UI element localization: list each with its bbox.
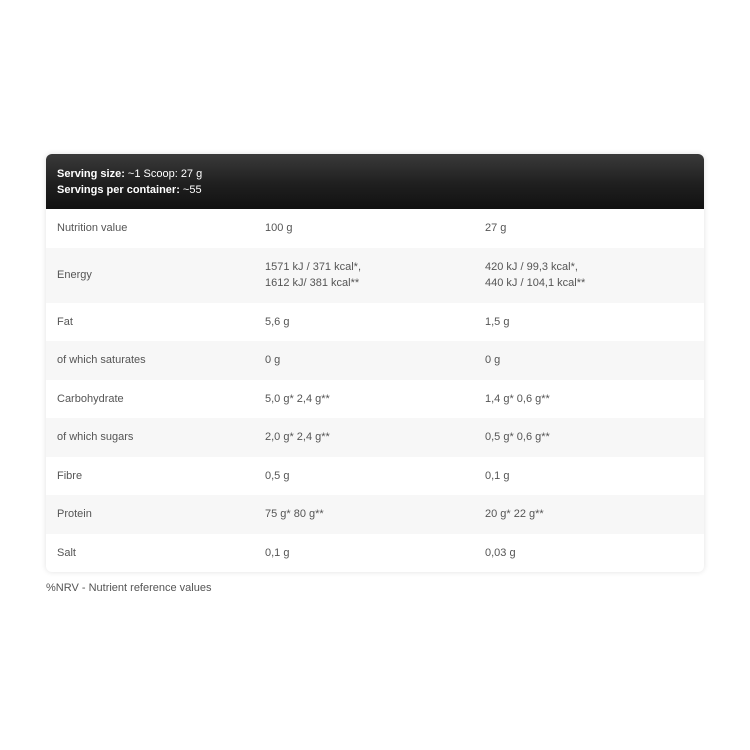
value-line: 1612 kJ/ 381 kcal**	[265, 277, 360, 289]
value-per-serving: 1,4 g* 0,6 g**	[485, 392, 550, 405]
column-header-100g: 100 g	[265, 222, 293, 235]
value-per-100g: 2,0 g* 2,4 g**	[265, 431, 330, 444]
value-per-100g: 0,1 g	[265, 546, 290, 559]
value-per-serving: 0 g	[485, 354, 501, 367]
value-per-serving: 0,5 g* 0,6 g**	[485, 431, 550, 444]
serving-size-label: Serving size:	[57, 168, 125, 180]
value-per-serving: 20 g* 22 g**	[485, 508, 544, 521]
table-row-fibre	[46, 457, 704, 496]
servings-per-container-label: Servings per container:	[57, 184, 180, 196]
servings-per-container-value: ~55	[179, 184, 202, 196]
column-header-nutrition-value: Nutrition value	[57, 222, 128, 235]
nutrition-card	[46, 154, 704, 572]
table-header-row	[46, 209, 704, 248]
row-label: of which sugars	[57, 431, 134, 444]
row-label: Fibre	[57, 469, 83, 482]
column-header-serving: 27 g	[485, 222, 507, 235]
table-row-saturates	[46, 341, 704, 380]
value-line: 440 kJ / 104,1 kcal**	[485, 277, 586, 289]
row-label: Salt	[57, 546, 76, 559]
row-label: of which saturates	[57, 354, 146, 367]
value-per-100g: 5,6 g	[265, 315, 290, 328]
table-row-carbohydrate	[46, 380, 704, 419]
value-per-100g: 0 g	[265, 354, 281, 367]
serving-size-value: ~1 Scoop: 27 g	[124, 168, 203, 180]
row-label: Fat	[57, 315, 73, 328]
value-per-100g: 5,0 g* 2,4 g**	[265, 392, 330, 405]
value-per-100g	[265, 259, 485, 291]
row-label: Carbohydrate	[57, 392, 124, 405]
value-line: 1571 kJ / 371 kcal*,	[265, 261, 362, 273]
table-row-protein	[46, 495, 704, 534]
table-row-energy	[46, 248, 704, 303]
table-row-sugars	[46, 418, 704, 457]
nrv-footnote: %NRV - Nutrient reference values	[46, 582, 212, 594]
value-per-serving: 1,5 g	[485, 315, 510, 328]
row-label: Energy	[57, 269, 92, 281]
serving-info-header	[46, 154, 704, 209]
value-per-serving: 0,1 g	[485, 469, 510, 482]
value-per-100g: 0,5 g	[265, 469, 290, 482]
table-row-fat	[46, 303, 704, 342]
servings-per-container-line	[57, 182, 693, 198]
value-per-serving	[485, 259, 693, 291]
value-per-serving: 0,03 g	[485, 546, 516, 559]
value-per-100g: 75 g* 80 g**	[265, 508, 324, 521]
row-label: Protein	[57, 508, 92, 521]
value-line: 420 kJ / 99,3 kcal*,	[485, 261, 578, 273]
serving-size-line	[57, 166, 693, 182]
table-row-salt	[46, 534, 704, 573]
